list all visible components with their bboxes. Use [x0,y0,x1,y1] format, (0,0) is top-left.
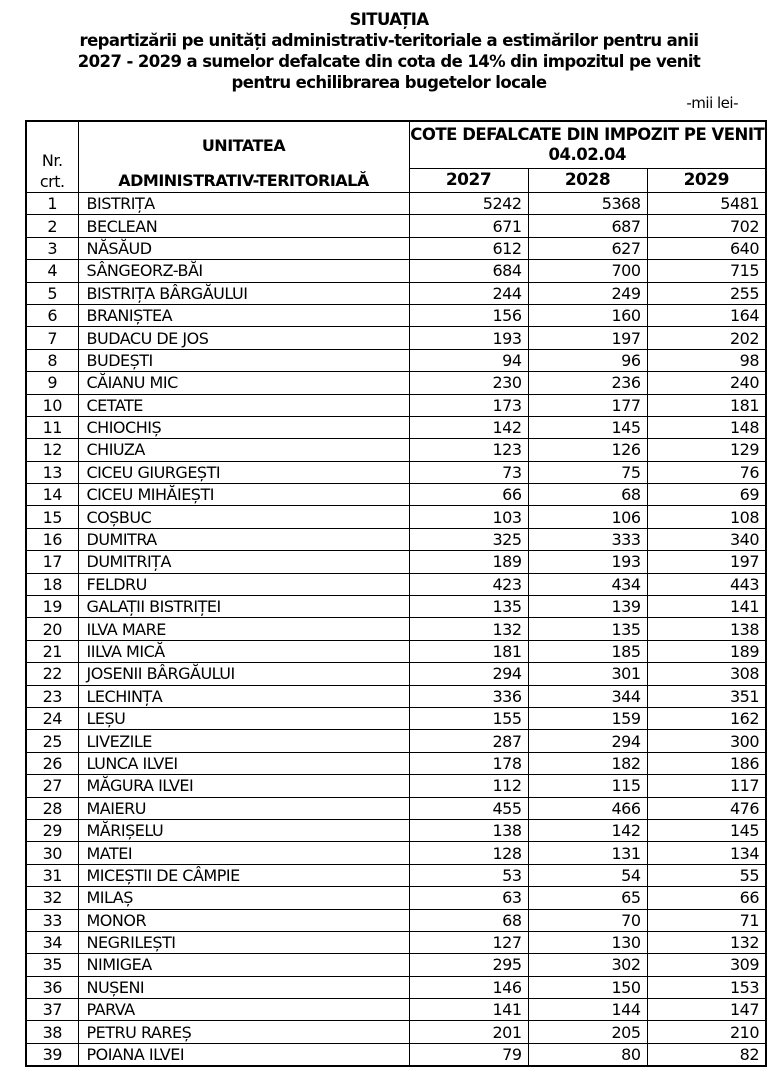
table-row [26,349,766,371]
unit-name-cell: CĂIANU MIC [78,372,409,394]
row-number-cell: 18 [26,573,78,595]
table-row [26,640,766,662]
value-2027-cell: 189 [409,551,528,573]
value-2028-cell: 131 [528,842,647,864]
table-row [26,999,766,1021]
value-2027-cell: 66 [409,484,528,506]
value-2029-cell: 197 [647,551,766,573]
unit-label: -mii lei- [686,94,738,112]
value-2027-cell: 230 [409,372,528,394]
value-2028-cell: 249 [528,282,647,304]
table-row [26,730,766,752]
unit-name-cell: MILAȘ [78,887,409,909]
row-number-cell: 28 [26,797,78,819]
value-2027-cell: 156 [409,304,528,326]
value-2028-cell: 115 [528,775,647,797]
unit-name-cell: CETATE [78,394,409,416]
row-number-cell: 22 [26,663,78,685]
row-number-cell: 10 [26,394,78,416]
row-number-cell: 31 [26,864,78,886]
value-2028-cell: 144 [528,999,647,1021]
value-2028-cell: 106 [528,506,647,528]
value-2028-cell: 344 [528,685,647,707]
unit-name-cell: MATEI [78,842,409,864]
row-number-cell: 33 [26,909,78,931]
value-2027-cell: 325 [409,528,528,550]
value-2028-cell: 126 [528,439,647,461]
unit-name-cell: BUDACU DE JOS [78,327,409,349]
row-number-cell: 30 [26,842,78,864]
value-2029-cell: 702 [647,215,766,237]
unit-name-cell: IILVA MICĂ [78,640,409,662]
value-2028-cell: 159 [528,707,647,729]
value-2029-cell: 640 [647,237,766,259]
value-2029-cell: 476 [647,797,766,819]
value-2027-cell: 63 [409,887,528,909]
row-number-cell: 5 [26,282,78,304]
value-2027-cell: 123 [409,439,528,461]
header-group-cote-defalcate: COTE DEFALCATE DIN IMPOZIT PE VENIT 04.02.04 [409,121,766,168]
value-2027-cell: 128 [409,842,528,864]
table-row [26,1043,766,1066]
unit-name-cell: LECHINȚA [78,685,409,707]
value-2027-cell: 178 [409,752,528,774]
table-row [26,282,766,304]
value-2028-cell: 68 [528,484,647,506]
value-2029-cell: 5481 [647,193,766,215]
value-2027-cell: 5242 [409,193,528,215]
unit-name-cell: ILVA MARE [78,618,409,640]
value-2029-cell: 202 [647,327,766,349]
document-subtitle-line-2: 2027 - 2029 a sumelor defalcate din cota de 14% din impozitul pe venit [77,52,701,71]
unit-name-cell: JOSENII BÂRGĂULUI [78,663,409,685]
value-2028-cell: 185 [528,640,647,662]
document-subtitle-line-1: repartizării pe unități administrativ-teritoriale a estimărilor pentru anii [79,31,699,50]
value-2027-cell: 287 [409,730,528,752]
value-2028-cell: 70 [528,909,647,931]
row-number-cell: 29 [26,819,78,841]
value-2029-cell: 134 [647,842,766,864]
value-2029-cell: 351 [647,685,766,707]
unit-name-cell: POIANA ILVEI [78,1043,409,1066]
value-2029-cell: 108 [647,506,766,528]
value-2027-cell: 612 [409,237,528,259]
value-2028-cell: 193 [528,551,647,573]
value-2028-cell: 145 [528,416,647,438]
unit-name-cell: NEGRILEȘTI [78,931,409,953]
table-row [26,215,766,237]
value-2027-cell: 73 [409,461,528,483]
unit-name-cell: NUȘENI [78,976,409,998]
unit-name-cell: MICEȘTII DE CÂMPIE [78,864,409,886]
value-2029-cell: 308 [647,663,766,685]
value-2028-cell: 130 [528,931,647,953]
row-number-cell: 27 [26,775,78,797]
table-row [26,842,766,864]
value-2027-cell: 336 [409,685,528,707]
table-row [26,954,766,976]
unit-name-cell: COȘBUC [78,506,409,528]
row-number-cell: 16 [26,528,78,550]
value-2029-cell: 255 [647,282,766,304]
value-2027-cell: 127 [409,931,528,953]
header-year-2027: 2027 [409,168,528,192]
value-2029-cell: 309 [647,954,766,976]
value-2029-cell: 164 [647,304,766,326]
value-2029-cell: 76 [647,461,766,483]
value-2027-cell: 146 [409,976,528,998]
unit-name-cell: MONOR [78,909,409,931]
table-row [26,484,766,506]
row-number-cell: 20 [26,618,78,640]
value-2028-cell: 182 [528,752,647,774]
allocation-table [25,120,767,1067]
table-row [26,775,766,797]
value-2029-cell: 189 [647,640,766,662]
row-number-cell: 32 [26,887,78,909]
table-row [26,506,766,528]
unit-name-cell: BISTRIȚA BÂRGĂULUI [78,282,409,304]
value-2029-cell: 148 [647,416,766,438]
value-2029-cell: 240 [647,372,766,394]
table-row [26,1021,766,1043]
value-2029-cell: 132 [647,931,766,953]
table-row [26,573,766,595]
table-row [26,528,766,550]
value-2027-cell: 455 [409,797,528,819]
value-2028-cell: 5368 [528,193,647,215]
row-number-cell: 3 [26,237,78,259]
unit-name-cell: LIVEZILE [78,730,409,752]
value-2027-cell: 79 [409,1043,528,1066]
table-row [26,685,766,707]
row-number-cell: 26 [26,752,78,774]
table-row [26,260,766,282]
row-number-cell: 36 [26,976,78,998]
document-subtitle-line-3: pentru echilibrarea bugetelor locale [231,73,547,92]
value-2029-cell: 117 [647,775,766,797]
table-row [26,797,766,819]
table-row [26,461,766,483]
unit-name-cell: MĂGURA ILVEI [78,775,409,797]
value-2027-cell: 135 [409,596,528,618]
row-number-cell: 23 [26,685,78,707]
row-number-cell: 35 [26,954,78,976]
table-row [26,864,766,886]
table-row [26,394,766,416]
table-row [26,887,766,909]
value-2027-cell: 112 [409,775,528,797]
value-2027-cell: 244 [409,282,528,304]
value-2028-cell: 65 [528,887,647,909]
row-number-cell: 12 [26,439,78,461]
row-number-cell: 37 [26,999,78,1021]
value-2027-cell: 68 [409,909,528,931]
unit-name-cell: CHIOCHIȘ [78,416,409,438]
unit-name-cell: LUNCA ILVEI [78,752,409,774]
row-number-cell: 24 [26,707,78,729]
value-2028-cell: 160 [528,304,647,326]
unit-name-cell: FELDRU [78,573,409,595]
table-row [26,909,766,931]
unit-name-cell: DUMITRA [78,528,409,550]
value-2028-cell: 302 [528,954,647,976]
header-unit-name [78,121,409,193]
row-number-cell: 38 [26,1021,78,1043]
unit-name-cell: NĂSĂUD [78,237,409,259]
value-2029-cell: 145 [647,819,766,841]
value-2027-cell: 138 [409,819,528,841]
header-year-2029: 2029 [647,168,766,192]
header-name-line2: ADMINISTRATIV-TERITORIALĂ [118,171,369,190]
table-row [26,327,766,349]
value-2029-cell: 181 [647,394,766,416]
value-2028-cell: 80 [528,1043,647,1066]
table-row [26,439,766,461]
table-row [26,372,766,394]
row-number-cell: 39 [26,1043,78,1066]
value-2027-cell: 94 [409,349,528,371]
document-heading [0,9,778,93]
unit-name-cell: LEȘU [78,707,409,729]
value-2028-cell: 54 [528,864,647,886]
header-nr-line2: crt. [39,172,65,191]
value-2029-cell: 71 [647,909,766,931]
value-2029-cell: 147 [647,999,766,1021]
value-2029-cell: 340 [647,528,766,550]
value-2027-cell: 193 [409,327,528,349]
value-2029-cell: 82 [647,1043,766,1066]
value-2028-cell: 294 [528,730,647,752]
unit-name-cell: BRANIȘTEA [78,304,409,326]
value-2028-cell: 687 [528,215,647,237]
unit-name-cell: CICEU GIURGEȘTI [78,461,409,483]
table-row [26,931,766,953]
table-row [26,304,766,326]
value-2028-cell: 434 [528,573,647,595]
table-row [26,976,766,998]
value-2029-cell: 98 [647,349,766,371]
value-2027-cell: 103 [409,506,528,528]
value-2027-cell: 173 [409,394,528,416]
row-number-cell: 8 [26,349,78,371]
table-row [26,618,766,640]
value-2028-cell: 700 [528,260,647,282]
value-2027-cell: 181 [409,640,528,662]
row-number-cell: 2 [26,215,78,237]
unit-name-cell: MAIERU [78,797,409,819]
table-row [26,752,766,774]
row-number-cell: 15 [26,506,78,528]
value-2028-cell: 333 [528,528,647,550]
value-2029-cell: 300 [647,730,766,752]
value-2029-cell: 443 [647,573,766,595]
value-2029-cell: 66 [647,887,766,909]
value-2029-cell: 210 [647,1021,766,1043]
value-2027-cell: 201 [409,1021,528,1043]
row-number-cell: 6 [26,304,78,326]
value-2027-cell: 132 [409,618,528,640]
table-body [26,193,766,1067]
header-nr-line1: Nr. [41,151,63,170]
table-row [26,596,766,618]
row-number-cell: 1 [26,193,78,215]
unit-name-cell: NIMIGEA [78,954,409,976]
value-2027-cell: 141 [409,999,528,1021]
row-number-cell: 13 [26,461,78,483]
header-nr-crt [26,121,78,193]
unit-name-cell: CHIUZA [78,439,409,461]
header-name-line1: UNITATEA [201,136,286,155]
value-2029-cell: 162 [647,707,766,729]
row-number-cell: 34 [26,931,78,953]
table-row [26,193,766,215]
unit-name-cell: MĂRIȘELU [78,819,409,841]
value-2029-cell: 153 [647,976,766,998]
table-row [26,416,766,438]
value-2028-cell: 96 [528,349,647,371]
value-2027-cell: 53 [409,864,528,886]
value-2027-cell: 671 [409,215,528,237]
value-2028-cell: 177 [528,394,647,416]
unit-name-cell: CICEU MIHĂIEȘTI [78,484,409,506]
value-2027-cell: 155 [409,707,528,729]
value-2027-cell: 295 [409,954,528,976]
value-2028-cell: 75 [528,461,647,483]
value-2029-cell: 138 [647,618,766,640]
value-2028-cell: 197 [528,327,647,349]
row-number-cell: 4 [26,260,78,282]
table-row [26,707,766,729]
table-row [26,237,766,259]
value-2029-cell: 186 [647,752,766,774]
unit-name-cell: BISTRIȚA [78,193,409,215]
unit-name-cell: PETRU RAREȘ [78,1021,409,1043]
value-2027-cell: 142 [409,416,528,438]
value-2027-cell: 684 [409,260,528,282]
row-number-cell: 21 [26,640,78,662]
table-row [26,551,766,573]
value-2028-cell: 150 [528,976,647,998]
unit-name-cell: PARVA [78,999,409,1021]
value-2029-cell: 141 [647,596,766,618]
unit-name-cell: BECLEAN [78,215,409,237]
row-number-cell: 17 [26,551,78,573]
value-2027-cell: 423 [409,573,528,595]
value-2029-cell: 69 [647,484,766,506]
table-row [26,819,766,841]
value-2028-cell: 236 [528,372,647,394]
row-number-cell: 19 [26,596,78,618]
value-2029-cell: 715 [647,260,766,282]
unit-name-cell: SÂNGEORZ-BĂI [78,260,409,282]
value-2028-cell: 139 [528,596,647,618]
value-2028-cell: 466 [528,797,647,819]
document-title: SITUAȚIA [349,10,429,29]
table-row [26,663,766,685]
row-number-cell: 25 [26,730,78,752]
row-number-cell: 14 [26,484,78,506]
unit-name-cell: DUMITRIȚA [78,551,409,573]
unit-name-cell: GALAȚII BISTRIȚEI [78,596,409,618]
header-year-2028: 2028 [528,168,647,192]
value-2028-cell: 301 [528,663,647,685]
unit-name-cell: BUDEȘTI [78,349,409,371]
row-number-cell: 11 [26,416,78,438]
value-2028-cell: 627 [528,237,647,259]
value-2029-cell: 129 [647,439,766,461]
value-2028-cell: 205 [528,1021,647,1043]
value-2029-cell: 55 [647,864,766,886]
row-number-cell: 7 [26,327,78,349]
row-number-cell: 9 [26,372,78,394]
value-2028-cell: 135 [528,618,647,640]
value-2027-cell: 294 [409,663,528,685]
value-2028-cell: 142 [528,819,647,841]
